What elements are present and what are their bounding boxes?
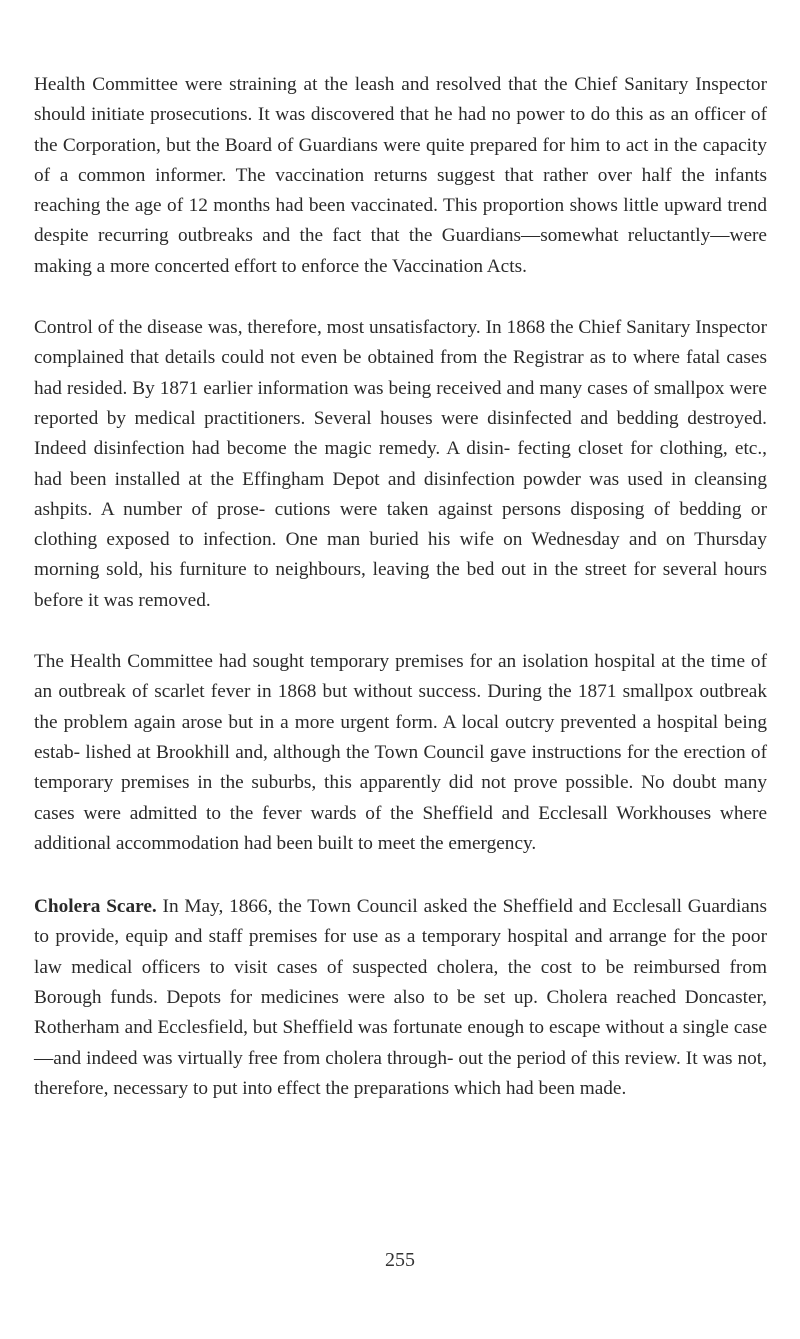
paragraph-cholera-body: In May, 1866, the Town Council asked the Sheffield and Ecclesall Guardians to provide, equip and staff premises for use as a temporary hospital and arrange for the poor law medical officers to visit cases of suspected cholera, the cost to be reimbursed from Borough funds. Depots for medicines were also to be set up. Cholera reached Doncaster, Rotherham and Ecclesfield, but Sheffield was fortunate enough to escape without a single case—and indeed was virtually free from cholera through- out the period of this review. It was not, therefore, necessary to put into effect the preparations which had been made. — [34, 896, 768, 1099]
page-number: 255 — [385, 1249, 415, 1271]
paragraph-vaccination: Health Committee were straining at the leash and resolved that the Chief Sanitary Inspector should initiate prosecutions. It was discovered that he had no power to do this as an officer of the Corporation, but the Board of Guardians were quite prepared for him to act in the capacity of a common informer. The vaccination returns suggest that rather over half the infants reaching the age of 12 months had been vaccinated. This proportion shows little upward trend despite recurring outbreaks and the fact that the Guardians—somewhat reluctantly—were making a more concerted effort to enforce the Vaccination Acts. — [34, 74, 767, 277]
paragraph-disease-control: Control of the disease was, therefore, most unsatisfactory. In 1868 the Chief Sanitary Inspector complained that details could not even be obtained from the Registrar as to where fatal cases had resided. By 1871 earlier information was being received and many cases of smallpox were reported by medical practitioners. Several houses were disinfected and bedding destroyed. Indeed disinfection had become the magic remedy. A disin- fecting closet for clothing, etc., had been installed at the Effingham Depot and disinfection powder was used in cleansing ashpits. A number of prose- cutions were taken against persons disposing of bedding or clothing exposed to infection. One man buried his wife on Wednesday and on Thursday morning sold, his furniture to neighbours, leaving the bed out in the street for several hours before it was removed. — [34, 317, 767, 611]
paragraph-cholera-scare — [34, 892, 767, 1104]
document-page — [34, 70, 767, 1104]
section-heading-cholera-scare: Cholera Scare. — [34, 896, 157, 918]
paragraph-isolation-hospital: The Health Committee had sought temporary premises for an isolation hospital at the time of an outbreak of scarlet fever in 1868 but without success. During the 1871 smallpox outbreak the problem again arose but in a more urgent form. A local outcry prevented a hospital being estab- lished at Brookhill and, although the Town Council gave instructions for the erection of temporary premises in the suburbs, this apparently did not prove possible. No doubt many cases were admitted to the fever wards of the Sheffield and Ecclesall Workhouses where additional accommodation had been built to meet the emergency. — [34, 651, 767, 854]
